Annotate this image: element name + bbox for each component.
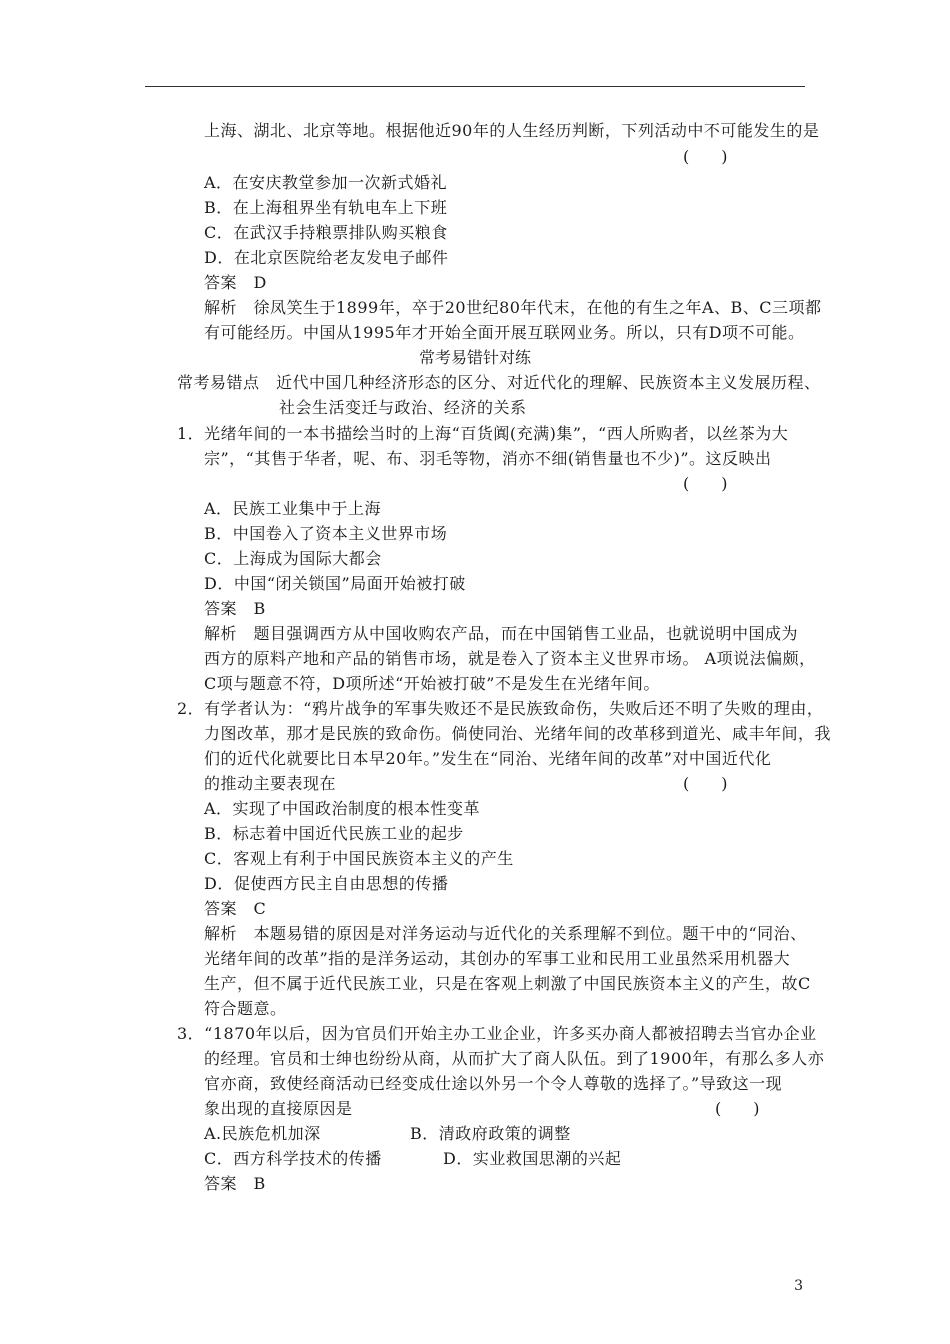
q1-stem-line: 宗”，“其售于华者，呢、布、羽毛等物，消亦不细(销售量也不少)”。这反映出 bbox=[204, 449, 772, 468]
q2-option-d: D．促使西方民主自由思想的传播 bbox=[204, 874, 449, 893]
intro-analysis-line: 解析 徐凤笑生于1899年，卒于20世纪80年代末，在他的有生之年A、B、C三项都 bbox=[204, 298, 822, 317]
q1-stem-line: 1．光绪年间的一本书描绘当时的上海“百货阗(充满)集”，“西人所购者，以丝茶为大 bbox=[177, 424, 789, 443]
q2-stem-line: 力图改革，那才是民族的致命伤。倘使同治、光绪年间的改革移到道光、咸丰年间，我 bbox=[204, 724, 832, 743]
q1-analysis-line: 西方的原料产地和产品的销售市场，就是卷入了资本主义世界市场。 A项说法偏颇， bbox=[204, 649, 816, 668]
intro-option-d: D．在北京医院给老友发电子邮件 bbox=[204, 248, 449, 267]
error-point-line: 常考易错点 近代中国几种经济形态的区分、对近代化的理解、民族资本主义发展历程、 bbox=[177, 373, 821, 392]
q2-stem-line: 的推动主要表现在 bbox=[204, 774, 337, 793]
q3-option-b: B．清政府政策的调整 bbox=[410, 1124, 571, 1143]
q3-stem-line: 的经理。官员和士绅也纷纷从商，从而扩大了商人队伍。到了1900年，有那么多人亦 bbox=[204, 1049, 825, 1068]
section-title: 常考易错针对练 bbox=[418, 348, 531, 367]
q3-answer: 答案 B bbox=[204, 1174, 266, 1193]
q1-analysis-line: 解析 题目强调西方从中国收购农产品，而在中国销售工业品，也就说明中国成为 bbox=[204, 624, 799, 643]
page-number: 3 bbox=[794, 1278, 803, 1294]
q2-option-a: A．实现了中国政治制度的根本性变革 bbox=[204, 799, 481, 818]
q2-option-c: C．客观上有利于中国民族资本主义的产生 bbox=[204, 849, 514, 868]
error-point-line: 社会生活变迁与政治、经济的关系 bbox=[279, 398, 527, 417]
intro-option-b: B．在上海租界坐有轨电车上下班 bbox=[204, 198, 448, 217]
intro-answer-paren: ( ) bbox=[683, 147, 728, 166]
q2-analysis-line: 符合题意。 bbox=[204, 999, 287, 1018]
intro-option-c: C．在武汉手持粮票排队购买粮食 bbox=[204, 223, 448, 242]
q1-option-a: A．民族工业集中于上海 bbox=[204, 499, 382, 518]
intro-option-a: A．在安庆教堂参加一次新式婚礼 bbox=[204, 173, 448, 192]
q3-stem-line: 官亦商，致使经商活动已经变成仕途以外另一个令人尊敬的选择了。”导致这一现 bbox=[204, 1074, 783, 1093]
intro-stem-line: 上海、湖北、北京等地。根据他近90年的人生经历判断，下列活动中不可能发生的是 bbox=[204, 121, 820, 140]
q1-option-d: D．中国“闭关锁国”局面开始被打破 bbox=[204, 574, 466, 593]
q2-analysis-line: 光绪年间的改革”指的是洋务运动，其创办的军事工业和民用工业虽然采用机器大 bbox=[204, 949, 791, 968]
intro-analysis-line: 有可能经历。中国从1995年才开始全面开展互联网业务。所以，只有D项不可能。 bbox=[204, 323, 805, 342]
intro-answer: 答案 D bbox=[204, 273, 267, 292]
q1-option-b: B．中国卷入了资本主义世界市场 bbox=[204, 524, 448, 543]
q3-answer-paren: ( ) bbox=[715, 1099, 760, 1118]
q3-stem-line: 象出现的直接原因是 bbox=[204, 1099, 353, 1118]
q3-option-d: D．实业救国思潮的兴起 bbox=[443, 1149, 622, 1168]
q2-answer-paren: ( ) bbox=[683, 774, 728, 793]
q2-analysis-line: 解析 本题易错的原因是对洋务运动与近代化的关系理解不到位。题干中的“同治、 bbox=[204, 924, 807, 943]
q1-analysis-line: C项与题意不符，D项所述“开始被打破”不是发生在光绪年间。 bbox=[204, 674, 660, 693]
q2-stem-line: 2．有学者认为：“鸦片战争的军事失败还不是民族致命伤，失败后还不明了失败的理由， bbox=[177, 699, 824, 718]
q2-stem-line: 们的近代化就要比日本早20年。”发生在“同治、光绪年间的改革”对中国近代化 bbox=[204, 749, 772, 768]
q1-option-c: C．上海成为国际大都会 bbox=[204, 549, 382, 568]
q2-answer: 答案 C bbox=[204, 899, 267, 918]
q2-option-b: B．标志着中国近代民族工业的起步 bbox=[204, 824, 464, 843]
q3-option-a: A.民族危机加深 bbox=[204, 1124, 321, 1143]
q3-stem-line: 3．“1870年以后，因为官员们开始主办工业企业，许多买办商人都被招聘去当官办企业 bbox=[177, 1024, 817, 1043]
q3-option-c: C．西方科学技术的传播 bbox=[204, 1149, 382, 1168]
header-rule bbox=[145, 86, 805, 87]
q1-answer-paren: ( ) bbox=[683, 474, 728, 493]
q2-analysis-line: 生产，但不属于近代民族工业，只是在客观上刺激了中国民族资本主义的产生，故C bbox=[204, 974, 811, 993]
q1-answer: 答案 B bbox=[204, 599, 266, 618]
